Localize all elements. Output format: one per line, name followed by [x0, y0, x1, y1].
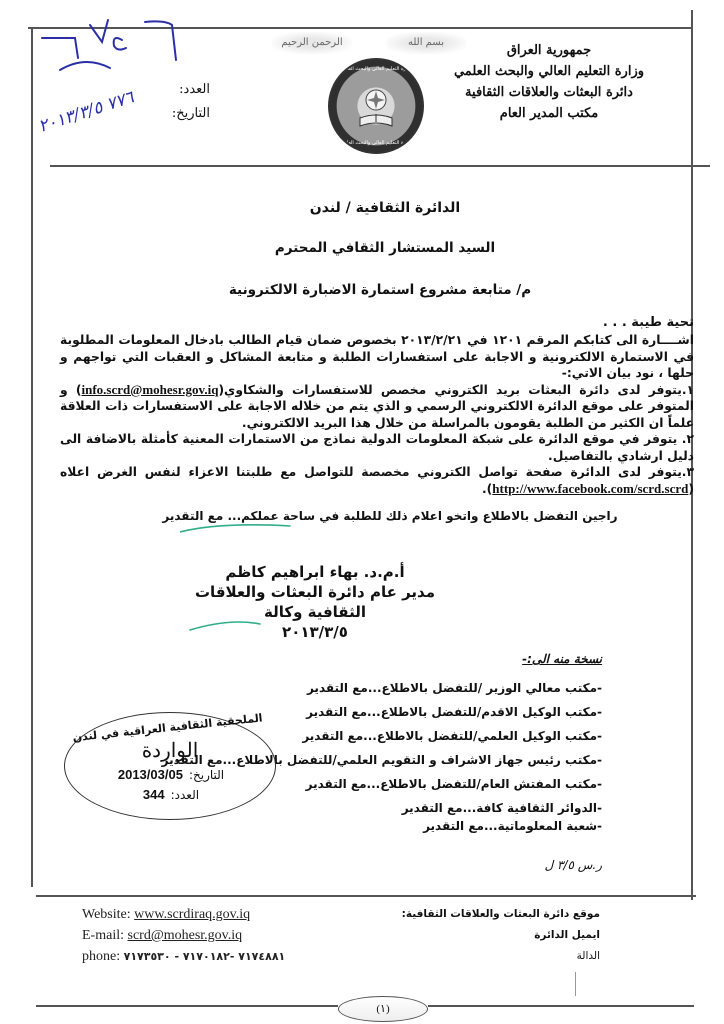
stamp-date-value: 2013/03/05	[117, 767, 183, 782]
date-label: التاريخ:	[171, 106, 210, 121]
footer-label-email: ايميل الدائرة	[534, 929, 600, 941]
footer-label-phone: الدالة	[576, 950, 600, 962]
copy-item: -شعبة المعلوماتية...مع التقدير	[423, 819, 602, 833]
number-label: العدد:	[179, 82, 210, 97]
emblem-bottom-text: وزارة التعليم العالي والبحث العلمي	[339, 140, 413, 146]
copy-item: -مكتب معالي الوزير /للتفضل بالاطلاع...مع التقدير	[306, 681, 602, 695]
header-line-department: دائرة البعثات والعلاقات الثقافية	[465, 85, 633, 100]
emblem-book-icon	[330, 60, 422, 152]
reference-code: ر.س ٣/٥ ل	[544, 858, 602, 872]
stamp-arc-text: الملحقية الثقافية العراقية في لندن	[72, 711, 264, 745]
item-1-text-after: ) و المتوفر على موقع الدائرة الالكتروني الرسمي و الذي يتم من خلاله الاجابة على الاستفسارات ذات العلاقة علماً ان الكثير من الطلبة يقومون بالمراسلة من خلال هذا البريد الالكتروني.	[60, 382, 694, 430]
letter-body	[60, 314, 694, 497]
stamp-received-word: الواردة	[141, 738, 199, 762]
item-1-paragraph	[60, 382, 694, 432]
calligraphy-left	[272, 32, 352, 54]
copy-item: -الدوائر الثقافية كافة...مع التقدير	[401, 801, 602, 815]
intro-paragraph: اشــــارة الى كتابكم المرقم ١٢٠١ في ٢٠١٣/٢/٢١ بخصوص ضمان قيام الطالب بادخال المعلومات المطلوبة في الاستمارة الالكترونية و الاجابة على استفسارات الطلبة و متابعة المشاكل و العقبات التي تواجهم و حلها ، نود بيان الاتي:-	[60, 333, 694, 380]
footer-top-line	[36, 895, 696, 897]
phone-value: ٧١٧٤٨٨١ -٧١٧٠١٨٢ - ٧١٧٣٥٣٠	[123, 950, 286, 963]
copy-item: -مكتب المفتش العام/للتفضل بالاطلاع...مع التقدير	[305, 777, 602, 791]
greeting: تحية طيبة . . .	[602, 315, 694, 330]
footer-phone-row	[82, 946, 285, 967]
footer-label-website: موقع دائرة البعثات والعلاقات الثقافية:	[401, 908, 600, 920]
calligraphy-right	[386, 32, 466, 54]
reference-fields	[150, 78, 210, 126]
footer-website-row	[82, 904, 285, 925]
item-1-email-link[interactable]: info.scrd@mohesr.gov.iq	[81, 381, 219, 397]
frame-left-line	[31, 27, 33, 887]
stamp-date-label: التاريخ:	[188, 768, 225, 782]
handwritten-note-text: ٧٧٦ ٢٠١٣/٣/٥	[36, 87, 137, 138]
stamp-date-row	[95, 767, 247, 783]
calligraphy-left-text: الرحمن الرحيم	[281, 37, 343, 48]
item-1-text-before: ١.يتوفر لدى دائرة البعثات بريد الكتروني مخصص للاستفسارات والشكاوي(	[218, 382, 695, 397]
signature-block	[170, 562, 460, 642]
header-line-ministry: وزارة التعليم العالي والبحث العلمي	[453, 64, 645, 79]
received-stamp	[64, 712, 276, 820]
email-label: E-mail:	[82, 928, 124, 943]
signatory-title: مدير عام دائرة البعثات والعلاقات الثقافية وكالة	[194, 583, 435, 621]
copy-item: -مكتب الوكيل الاقدم/للتفضل بالاطلاع...مع التقدير	[306, 705, 602, 719]
calligraphy-right-text: بسم الله	[407, 37, 445, 48]
footer-bottom-line-left	[36, 1005, 338, 1007]
footer-email-row	[82, 925, 285, 946]
emblem-top-text: وزارة التعليم العالي والبحث العلمي	[339, 66, 413, 72]
website-link[interactable]: www.scrdiraq.gov.iq	[134, 907, 251, 922]
stamp-number-label: العدد:	[170, 788, 200, 802]
phone-label: phone:	[82, 949, 121, 964]
item-3-paragraph	[60, 464, 694, 497]
page-number: (١)	[338, 996, 428, 1022]
signatory-name: أ.م.د. بهاء ابراهيم كاظم	[225, 563, 405, 581]
footer-contact	[82, 904, 285, 967]
footer-bottom-line-right	[428, 1005, 694, 1007]
item-3-facebook-link[interactable]: http://www.facebook.com/scrd.scrd	[492, 480, 689, 496]
item-2-paragraph: ٢. يتوفر في موقع الدائرة على شبكة المعلومات الدولية نماذج من الاستمارات المعنية كأمثلة بالاضافة الى دليل ارشادي بالتفاصيل.	[60, 432, 694, 463]
ministry-emblem-logo	[328, 58, 424, 154]
footer-labels	[380, 904, 600, 967]
footer-inner-divider	[575, 972, 576, 996]
item-3-text-before: ٣.يتوفر لدى الدائرة صفحة تواصل الكتروني مخصصة للتواصل مع طلبتنا الاعزاء لنفس الغرض اعلاه (	[60, 465, 694, 496]
copy-item: -مكتب الوكيل العلمي/للتفضل بالاطلاع...مع التقدير	[302, 729, 602, 743]
header-line-republic: جمهورية العراق	[506, 43, 592, 58]
department-line: الدائرة الثقافية / لندن	[309, 200, 461, 216]
copies-title: نسخة منه الى:-	[522, 652, 602, 666]
item-3-text-after: ).	[482, 481, 493, 496]
signature-date: ٢٠١٣/٣/٥	[282, 623, 348, 641]
frame-top-line	[28, 27, 692, 29]
copy-item: -مكتب رئيس جهاز الاشراف و التقويم العلمي/للتفضل بالاطلاع...مع التقدير	[161, 753, 602, 767]
email-link[interactable]: scrd@mohesr.gov.iq	[127, 928, 243, 943]
salutation-line: السيد المستشار الثقافي المحترم	[274, 240, 496, 256]
ministry-header	[434, 40, 664, 124]
header-line-office: مكتب المدير العام	[499, 106, 599, 121]
header-divider	[50, 165, 710, 167]
subject-line: م/ متابعة مشروع استمارة الاضبارة الالكترونية	[228, 282, 532, 298]
stamp-number-row	[95, 787, 247, 803]
stamp-number-value: 344	[142, 787, 165, 802]
website-label: Website:	[82, 907, 131, 922]
closing-line: راجين التفضل بالاطلاع واتخو اعلام ذلك للطلبة في ساحة عملكم... مع التقدير	[162, 509, 618, 523]
